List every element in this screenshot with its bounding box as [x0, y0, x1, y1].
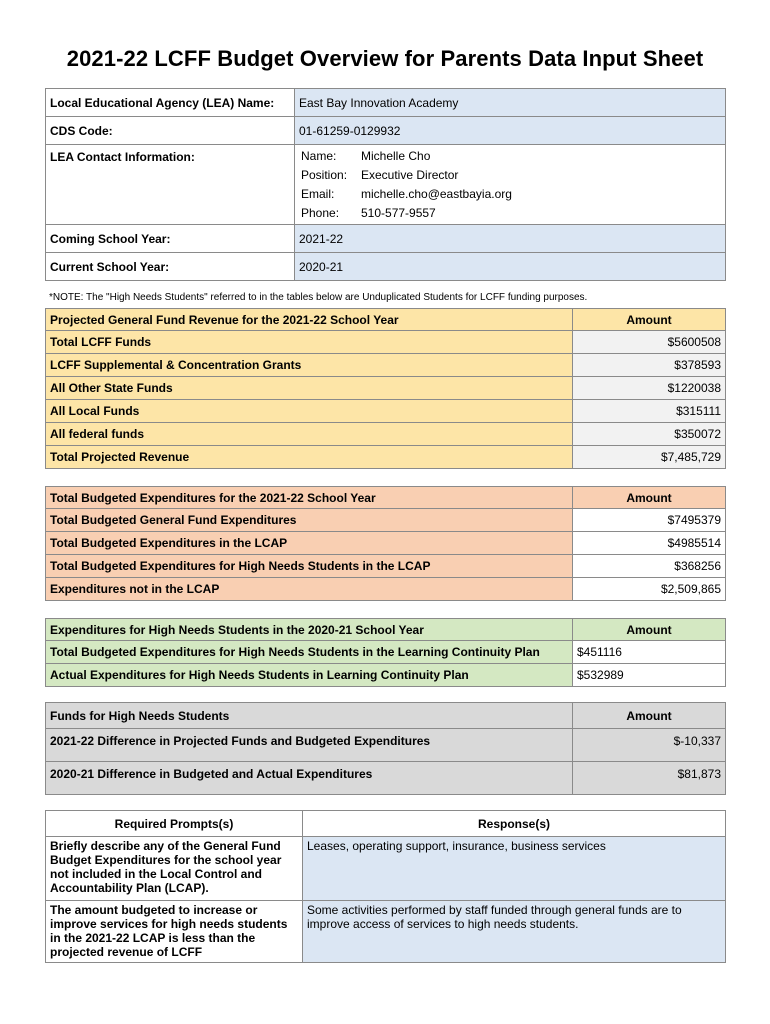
revenue-row-label: All Other State Funds: [46, 377, 573, 400]
expenditures-row-value: $2,509,865: [573, 578, 726, 601]
high-needs-prior-row-label: Actual Expenditures for High Needs Students in Learning Continuity Plan: [46, 664, 573, 687]
high-needs-prior-amount-header: Amount: [573, 619, 726, 641]
high-needs-prior-row-value[interactable]: $532989: [573, 664, 726, 687]
response-field[interactable]: Leases, operating support, insurance, business services: [303, 837, 726, 901]
funds-amount-header: Amount: [573, 703, 726, 729]
prompt-text: Briefly describe any of the General Fund Budget Expenditures for the school year not included in the Local Control and Accountability Plan (LCAP).: [46, 837, 303, 901]
contact-name: Michelle Cho: [361, 149, 431, 163]
expenditures-row-value[interactable]: $7495379: [573, 509, 726, 532]
contact-name-row: [295, 147, 725, 166]
funds-row-label: 2021-22 Difference in Projected Funds and Budgeted Expenditures: [46, 729, 573, 762]
revenue-row-label: Total LCFF Funds: [46, 331, 573, 354]
expenditures-row-label: Total Budgeted Expenditures in the LCAP: [46, 532, 573, 555]
expenditures-row-label: Total Budgeted Expenditures for High Needs Students in the LCAP: [46, 555, 573, 578]
contact-phone-key: Phone:: [301, 206, 340, 220]
revenue-table: [45, 308, 726, 469]
contact-position: Executive Director: [361, 168, 459, 182]
contact-phone: 510-577-9557: [361, 206, 436, 220]
contact-position-row: [295, 166, 725, 185]
lea-info-table: [45, 88, 726, 281]
contact-phone-row: [295, 204, 725, 223]
revenue-row-value[interactable]: $378593: [573, 354, 726, 377]
contact-email-row: [295, 185, 725, 204]
revenue-row-label: All federal funds: [46, 423, 573, 446]
expenditures-table: [45, 486, 726, 601]
contact-email-key: Email:: [301, 187, 335, 201]
contact-label: LEA Contact Information:: [46, 145, 295, 225]
revenue-row-label: LCFF Supplemental & Concentration Grants: [46, 354, 573, 377]
revenue-row-label: Total Projected Revenue: [46, 446, 573, 469]
expenditures-row-label: Total Budgeted General Fund Expenditures: [46, 509, 573, 532]
note-text: *NOTE: The "High Needs Students" referred to in the tables below are Unduplicated Students for LCFF funding purposes.: [49, 292, 588, 303]
contact-name-key: Name:: [301, 149, 337, 163]
funds-row-value: $81,873: [573, 762, 726, 795]
funds-row-label: 2020-21 Difference in Budgeted and Actual Expenditures: [46, 762, 573, 795]
coming-year-value[interactable]: 2021-22: [295, 225, 726, 253]
response-field[interactable]: Some activities performed by staff funded through general funds are to improve access of services to high needs students.: [303, 901, 726, 963]
coming-year-label: Coming School Year:: [46, 225, 295, 253]
responses-header: Response(s): [303, 811, 726, 837]
funds-row-value: $-10,337: [573, 729, 726, 762]
lea-name-value[interactable]: East Bay Innovation Academy: [295, 89, 726, 117]
revenue-row-value[interactable]: $315111: [573, 400, 726, 423]
prompts-table: [45, 810, 726, 963]
revenue-row-value: $7,485,729: [573, 446, 726, 469]
high-needs-prior-table: [45, 618, 726, 687]
expenditures-row-label: Expenditures not in the LCAP: [46, 578, 573, 601]
cds-code-label: CDS Code:: [46, 117, 295, 145]
revenue-row-value[interactable]: $1220038: [573, 377, 726, 400]
current-year-label: Current School Year:: [46, 253, 295, 281]
revenue-row-value[interactable]: $5600508: [573, 331, 726, 354]
expenditures-row-value[interactable]: $368256: [573, 555, 726, 578]
funds-table: [45, 702, 726, 795]
revenue-amount-header: Amount: [573, 309, 726, 331]
high-needs-prior-header: Expenditures for High Needs Students in the 2020-21 School Year: [46, 619, 573, 641]
prompt-text: The amount budgeted to increase or improve services for high needs students in the 2021-22 LCAP is less than the projected revenue of LCFF: [46, 901, 303, 963]
page-title: 2021-22 LCFF Budget Overview for Parents Data Input Sheet: [66, 46, 704, 71]
revenue-row-value[interactable]: $350072: [573, 423, 726, 446]
expenditures-header: Total Budgeted Expenditures for the 2021-22 School Year: [46, 487, 573, 509]
prompts-header: Required Prompts(s): [46, 811, 303, 837]
contact-email: michelle.cho@eastbayia.org: [361, 187, 512, 201]
expenditures-amount-header: Amount: [573, 487, 726, 509]
current-year-value[interactable]: 2020-21: [295, 253, 726, 281]
expenditures-row-value[interactable]: $4985514: [573, 532, 726, 555]
funds-header: Funds for High Needs Students: [46, 703, 573, 729]
lea-name-label: Local Educational Agency (LEA) Name:: [46, 89, 295, 117]
cds-code-value[interactable]: 01-61259-0129932: [295, 117, 726, 145]
revenue-header: Projected General Fund Revenue for the 2021-22 School Year: [46, 309, 573, 331]
contact-position-key: Position:: [301, 168, 348, 182]
high-needs-prior-row-value[interactable]: $451116: [573, 641, 726, 664]
contact-info[interactable]: [295, 145, 726, 225]
revenue-row-label: All Local Funds: [46, 400, 573, 423]
high-needs-prior-row-label: Total Budgeted Expenditures for High Needs Students in the Learning Continuity Plan: [46, 641, 573, 664]
